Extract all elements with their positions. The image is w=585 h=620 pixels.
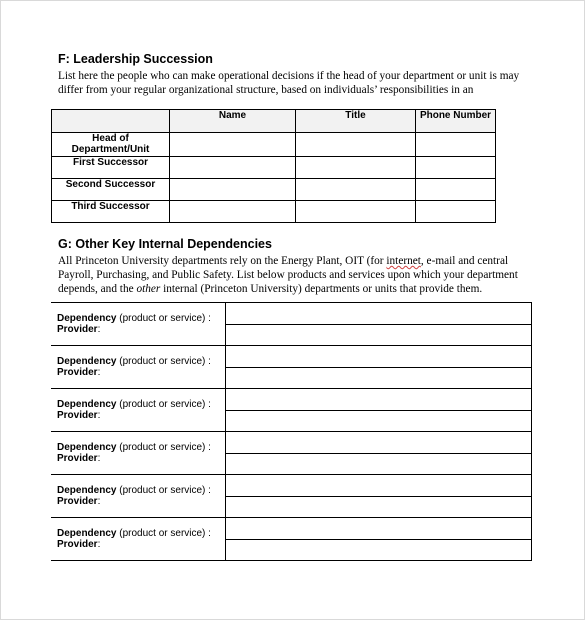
header-blank <box>52 110 170 133</box>
dependency-hint: (product or service) : <box>116 399 211 410</box>
dependency-label: Dependency <box>57 485 117 496</box>
dependency-label-cell <box>51 432 226 475</box>
dependency-row <box>51 475 532 497</box>
dependencies-table <box>51 302 532 561</box>
row-label-third: Third Successor <box>52 201 170 223</box>
provider-label: Provider <box>57 367 98 378</box>
dependency-row <box>51 389 532 411</box>
provider-label: Provider <box>57 496 98 507</box>
row-label-first: First Successor <box>52 157 170 179</box>
succession-row <box>52 201 496 223</box>
section-f-intro: List here the people who can make operational decisions if the head of your department or unit is may differ from your regular organizational structure, based on individuals’ responsibilities in an <box>58 70 520 96</box>
dependency-row <box>51 518 532 540</box>
dependency-row <box>51 303 532 325</box>
provider-field[interactable] <box>226 540 532 561</box>
dependency-hint: (product or service) : <box>116 313 211 324</box>
dependency-field[interactable] <box>226 303 532 325</box>
cell-title[interactable] <box>296 201 416 223</box>
provider-label: Provider <box>57 539 98 550</box>
succession-row <box>52 133 496 157</box>
dependency-row <box>51 432 532 454</box>
provider-suffix: : <box>97 496 101 507</box>
cell-name[interactable] <box>170 201 296 223</box>
provider-field[interactable] <box>226 497 532 518</box>
cell-title[interactable] <box>296 133 416 157</box>
succession-header-row <box>52 110 496 133</box>
dependency-hint: (product or service) : <box>116 442 211 453</box>
cell-title[interactable] <box>296 179 416 201</box>
cell-name[interactable] <box>170 179 296 201</box>
dependency-label-cell <box>51 475 226 518</box>
dependency-row <box>51 346 532 368</box>
dependency-label-cell <box>51 303 226 346</box>
succession-row <box>52 179 496 201</box>
dependency-field[interactable] <box>226 389 532 411</box>
dependency-field[interactable] <box>226 475 532 497</box>
provider-suffix: : <box>97 453 101 464</box>
dependency-label-cell <box>51 518 226 561</box>
dependency-label: Dependency <box>57 442 117 453</box>
header-phone-number: Phone Number <box>416 110 496 133</box>
dependency-label-cell <box>51 346 226 389</box>
dependency-field[interactable] <box>226 346 532 368</box>
dependency-label: Dependency <box>57 399 117 410</box>
succession-table <box>51 109 496 223</box>
provider-label: Provider <box>57 453 98 464</box>
cell-phone[interactable] <box>416 133 496 157</box>
section-g-title: G: Other Key Internal Dependencies <box>58 237 272 251</box>
provider-field[interactable] <box>226 368 532 389</box>
dependency-label: Dependency <box>57 528 117 539</box>
provider-suffix: : <box>97 367 101 378</box>
succession-row <box>52 157 496 179</box>
cell-name[interactable] <box>170 157 296 179</box>
provider-suffix: : <box>97 539 101 550</box>
cell-phone[interactable] <box>416 157 496 179</box>
cell-phone[interactable] <box>416 201 496 223</box>
section-g-intro: All Princeton University departments rely on the Energy Plant, OIT (for internet, e-mail and central Payroll, Purchasing, and Public Safety. List below products and services upon which your department depends, and the other internal (Princeton University) departments or units that provide them. <box>58 255 518 295</box>
header-title: Title <box>296 110 416 133</box>
row-label-head: Head of Department/Unit <box>52 133 170 157</box>
provider-label: Provider <box>57 324 98 335</box>
provider-suffix: : <box>97 324 101 335</box>
dependency-field[interactable] <box>226 432 532 454</box>
dependency-hint: (product or service) : <box>116 485 211 496</box>
internet-word: internet <box>386 255 421 267</box>
section-f-title: F: Leadership Succession <box>58 52 213 66</box>
dependency-label-cell <box>51 389 226 432</box>
dependency-label: Dependency <box>57 313 117 324</box>
cell-name[interactable] <box>170 133 296 157</box>
provider-field[interactable] <box>226 411 532 432</box>
header-name: Name <box>170 110 296 133</box>
row-label-second: Second Successor <box>52 179 170 201</box>
cell-phone[interactable] <box>416 179 496 201</box>
dependency-hint: (product or service) : <box>116 528 211 539</box>
provider-label: Provider <box>57 410 98 421</box>
dependency-field[interactable] <box>226 518 532 540</box>
dependency-label: Dependency <box>57 356 117 367</box>
provider-field[interactable] <box>226 325 532 346</box>
provider-field[interactable] <box>226 454 532 475</box>
cell-title[interactable] <box>296 157 416 179</box>
dependency-hint: (product or service) : <box>116 356 211 367</box>
provider-suffix: : <box>97 410 101 421</box>
